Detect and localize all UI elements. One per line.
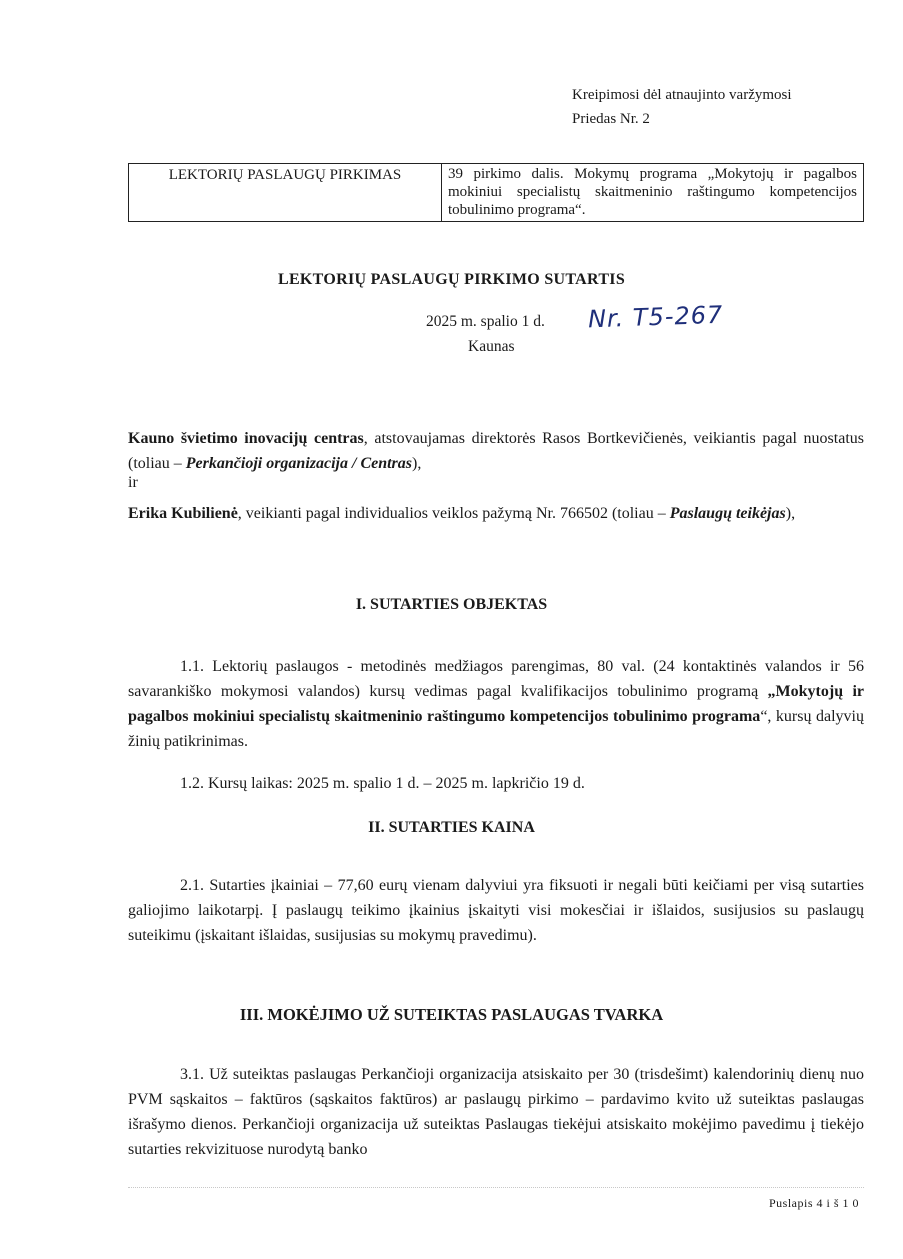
party-1-alias: Perkančioji organizacija / Centras: [185, 455, 413, 472]
procurement-lot-cell: 39 pirkimo dalis. Mokymų programa „Mokytojų ir pagalbos mokiniui specialistų skaitmeninio raštingumo kompetencijos tobulinimo programa“.: [442, 164, 864, 222]
party-2-text: , veikianti pagal individualios veiklos pažymą Nr. 766502 (toliau –: [237, 505, 670, 522]
party-1-paragraph: [128, 426, 864, 476]
party-1-text: , atstovaujamas direktorės Rasos Bortkevičienės, veikiantis pagal nuostatus (toliau –: [128, 430, 864, 472]
contract-title: LEKTORIŲ PASLAUGŲ PIRKIMO SUTARTIS: [277, 271, 626, 288]
clause-2-1: 2.1. Sutarties įkainiai – 77,60 eurų vienam dalyviui yra fiksuoti ir negali būti keičiami per visą sutarties galiojimo laikotarpį. Į paslaugų teikimo įkainius įskaityti visi mokesčiai ir išlaidos, susijusios su paslaugų suteikimu (įskaitant išlaidas, susijusias su mokymų pravedimu).: [128, 877, 864, 944]
party-2-end: ),: [785, 505, 796, 522]
party-2-name: Erika Kubilienė: [128, 505, 238, 522]
procurement-type-cell: LEKTORIŲ PASLAUGŲ PIRKIMAS: [129, 164, 442, 222]
section-3-heading: III. MOKĖJIMO UŽ SUTEIKTAS PASLAUGAS TVARKA: [239, 1005, 664, 1024]
party-1-name: Kauno švietimo inovacijų centras: [128, 430, 364, 447]
clause-1-1: [128, 654, 864, 754]
table-row: [129, 164, 864, 222]
party-2-alias: Paslaugų teikėjas: [669, 505, 786, 522]
procurement-table: [128, 163, 864, 222]
parties-connector: ir: [128, 474, 138, 491]
clause-1-1-text: 1.1. Lektorių paslaugos - metodinės medžiagos parengimas, 80 val. (24 kontaktinės valandos ir 56 savarankiško mokymosi valandos) kursų vedimas pagal kvalifikacijos tobulinimo programą: [128, 658, 864, 700]
clause-1-2: 1.2. Kursų laikas: 2025 m. spalio 1 d. – 2025 m. lapkričio 19 d.: [180, 775, 585, 792]
party-2-paragraph: [128, 501, 864, 526]
section-1-heading: I. SUTARTIES OBJEKTAS: [355, 596, 548, 613]
annex-reference: Kreipimosi dėl atnaujinto varžymosi: [572, 87, 792, 103]
contract-date: 2025 m. spalio 1 d.: [426, 313, 545, 330]
annex-number: Priedas Nr. 2: [572, 111, 650, 127]
clause-1-1-program: „Mokytojų ir pagalbos mokiniui specialistų skaitmeninio raštingumo kompetencijos tobulinimo programa: [128, 683, 864, 725]
page-number: Puslapis 4 i š 1 0: [768, 1196, 859, 1210]
section-2-heading: II. SUTARTIES KAINA: [368, 819, 535, 836]
clause-3-1: 3.1. Už suteiktas paslaugas Perkančioji organizacija atsiskaito per 30 (trisdešimt) kalendorinių dienų nuo PVM sąskaitos – faktūros (sąskaitos faktūros) ar paslaugų pirkimo – pardavimo kvito už suteiktas paslaugas išrašymo dienos. Perkančioji organizacija už suteiktas Paslaugas tiekėjui atsiskaito mokėjimo pavedimu į tiekėjo sutarties rekvizituose nurodytą banko: [128, 1066, 864, 1158]
footer-divider: [128, 1187, 864, 1188]
handwritten-contract-number: Nr. T5-267: [587, 300, 724, 334]
clause-1-1-end: “, kursų dalyvių žinių patikrinimas.: [128, 708, 864, 750]
contract-city: Kaunas: [468, 338, 515, 355]
party-1-end: ),: [412, 455, 422, 472]
